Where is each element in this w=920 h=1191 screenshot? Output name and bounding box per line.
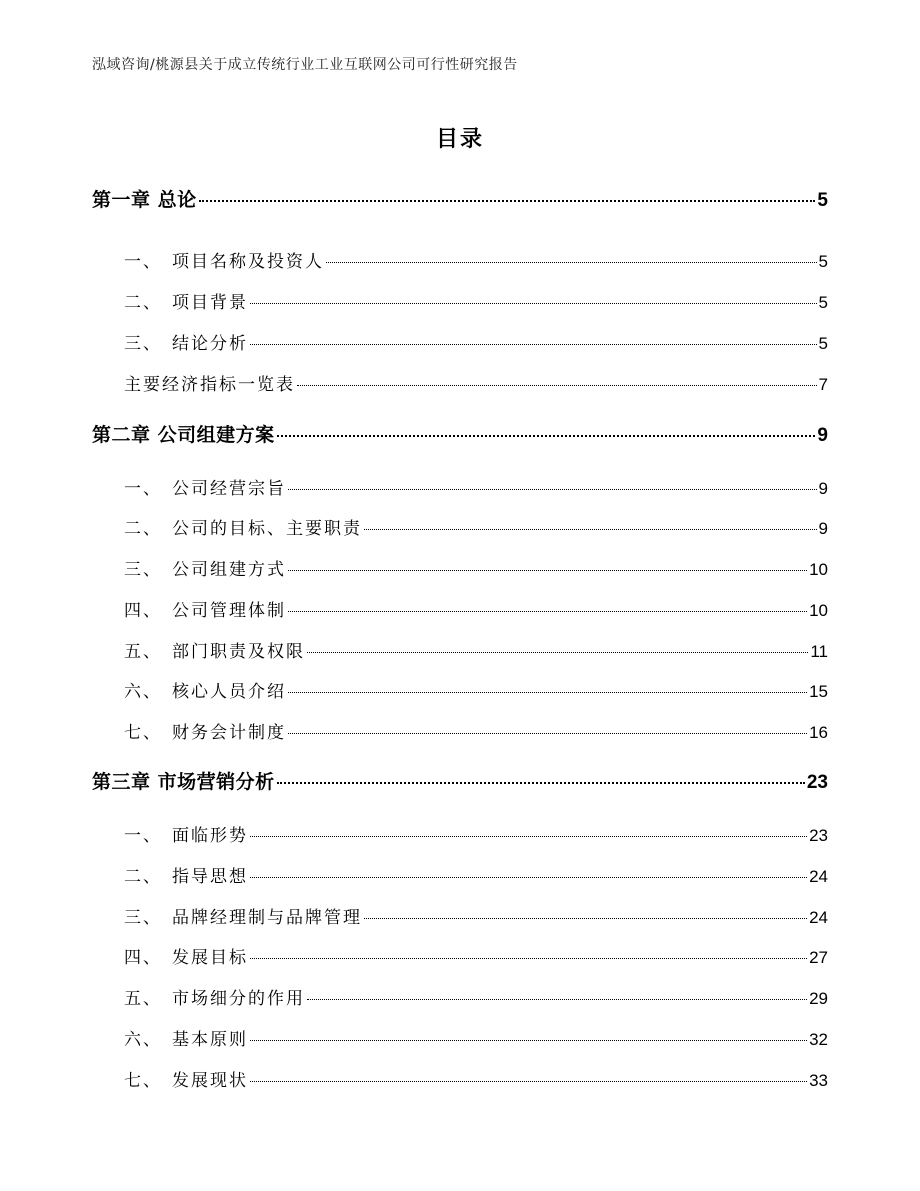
toc-page-number: 27 xyxy=(809,948,828,967)
dot-leader xyxy=(250,344,817,345)
toc-page-number: 10 xyxy=(809,560,828,579)
toc-entry-label: 面临形势 xyxy=(172,826,248,846)
toc-page-number: 5 xyxy=(818,252,828,271)
toc-entry-label: 指导思想 xyxy=(172,867,248,887)
toc-section-number: 一、 xyxy=(124,252,162,272)
toc-page-number: 24 xyxy=(809,867,828,886)
toc-section-number: 六、 xyxy=(124,682,162,702)
dot-leader xyxy=(250,1081,807,1082)
toc-entry-label: 发展目标 xyxy=(172,948,248,968)
toc-page-number: 29 xyxy=(809,989,828,1008)
toc-page-number: 5 xyxy=(818,293,828,312)
dot-leader xyxy=(277,435,816,437)
toc-entry-label: 公司组建方式 xyxy=(172,560,286,580)
toc-entry-label: 结论分析 xyxy=(172,334,248,354)
dot-leader xyxy=(250,877,807,878)
toc-entry-label: 第一章 总论 xyxy=(92,189,197,211)
toc-entry-label: 品牌经理制与品牌管理 xyxy=(172,908,362,928)
toc-entry-label: 第二章 公司组建方案 xyxy=(92,424,275,446)
toc-chapter-1[interactable] xyxy=(92,185,828,212)
toc-page-number: 23 xyxy=(806,772,828,793)
toc-entry-label: 部门职责及权限 xyxy=(172,642,305,662)
toc-section-number: 二、 xyxy=(124,519,162,539)
dot-leader xyxy=(277,782,805,784)
dot-leader xyxy=(288,733,807,734)
toc-entry-label: 公司经营宗旨 xyxy=(172,479,286,499)
toc-page-number: 11 xyxy=(810,642,828,661)
toc-entry-label: 公司的目标、主要职责 xyxy=(172,519,362,539)
toc-chapter-2[interactable] xyxy=(92,420,828,447)
toc-page-number: 5 xyxy=(817,190,828,211)
toc-entry-label: 发展现状 xyxy=(172,1071,248,1091)
toc-section[interactable] xyxy=(124,288,828,313)
toc-section-number: 三、 xyxy=(124,908,162,928)
toc-section-number: 七、 xyxy=(124,1071,162,1091)
dot-leader xyxy=(250,1040,807,1041)
toc-page-number: 9 xyxy=(817,425,828,446)
toc-section-number: 四、 xyxy=(124,601,162,621)
toc-page-number: 23 xyxy=(809,826,828,845)
toc-section[interactable] xyxy=(124,555,828,580)
dot-leader xyxy=(364,529,817,530)
dot-leader xyxy=(364,918,807,919)
toc-section-number: 六、 xyxy=(124,1030,162,1050)
dot-leader xyxy=(307,652,808,653)
toc-section[interactable] xyxy=(124,984,828,1009)
toc-chapter-3[interactable] xyxy=(92,767,828,794)
toc-entry-label: 市场细分的作用 xyxy=(172,989,305,1009)
dot-leader xyxy=(326,262,817,263)
toc-page-number: 15 xyxy=(809,682,828,701)
toc-entry-label: 财务会计制度 xyxy=(172,723,286,743)
toc-page-number: 32 xyxy=(809,1030,828,1049)
toc-section-number: 二、 xyxy=(124,293,162,313)
toc-page-number: 24 xyxy=(809,908,828,927)
dot-leader xyxy=(288,489,817,490)
toc-entry-label: 项目背景 xyxy=(172,293,248,313)
toc-section[interactable] xyxy=(124,247,828,272)
dot-leader xyxy=(288,692,807,693)
toc-section[interactable] xyxy=(124,329,828,354)
toc-section-number: 三、 xyxy=(124,560,162,580)
dot-leader xyxy=(250,958,807,959)
dot-leader xyxy=(297,385,817,386)
toc-section-number: 一、 xyxy=(124,826,162,846)
toc-entry-label: 核心人员介绍 xyxy=(172,682,286,702)
toc-entry-label: 基本原则 xyxy=(172,1030,248,1050)
toc-section[interactable] xyxy=(124,514,828,539)
toc-section-number: 七、 xyxy=(124,723,162,743)
toc-page-number: 7 xyxy=(818,375,828,394)
dot-leader xyxy=(250,836,807,837)
toc-section[interactable] xyxy=(124,862,828,887)
toc-page-number: 33 xyxy=(809,1071,828,1090)
toc-section-number: 五、 xyxy=(124,989,162,1009)
dot-leader xyxy=(288,570,807,571)
page-header: 泓域咨询/桃源县关于成立传统行业工业互联网公司可行性研究报告 xyxy=(92,57,518,73)
toc-section[interactable] xyxy=(124,474,828,499)
toc-page-number: 9 xyxy=(818,479,828,498)
dot-leader xyxy=(307,999,807,1000)
dot-leader xyxy=(250,303,817,304)
toc-entry-label: 公司管理体制 xyxy=(172,601,286,621)
toc-section-number: 二、 xyxy=(124,867,162,887)
toc-section[interactable] xyxy=(124,677,828,702)
toc-section[interactable] xyxy=(124,637,828,662)
toc-section[interactable] xyxy=(124,596,828,621)
page-title: 目录 xyxy=(435,127,484,152)
toc-section[interactable] xyxy=(124,1025,828,1050)
toc-section[interactable] xyxy=(124,718,828,743)
toc-section-number: 三、 xyxy=(124,334,162,354)
toc-section-number: 五、 xyxy=(124,642,162,662)
toc-section[interactable] xyxy=(124,821,828,846)
toc-entry-label: 主要经济指标一览表 xyxy=(124,375,295,395)
toc-page-number: 10 xyxy=(809,601,828,620)
toc-section[interactable] xyxy=(124,1066,828,1091)
toc-section-number: 四、 xyxy=(124,948,162,968)
toc-section[interactable] xyxy=(124,903,828,928)
toc-page-number: 16 xyxy=(809,723,828,742)
toc-section[interactable] xyxy=(124,370,828,395)
toc-entry-label: 项目名称及投资人 xyxy=(172,252,324,272)
toc-section-number: 一、 xyxy=(124,479,162,499)
toc-entry-label: 第三章 市场营销分析 xyxy=(92,771,275,793)
toc-page-number: 5 xyxy=(818,334,828,353)
dot-leader xyxy=(199,200,816,202)
toc-page-number: 9 xyxy=(818,519,828,538)
toc-section[interactable] xyxy=(124,943,828,968)
dot-leader xyxy=(288,611,807,612)
